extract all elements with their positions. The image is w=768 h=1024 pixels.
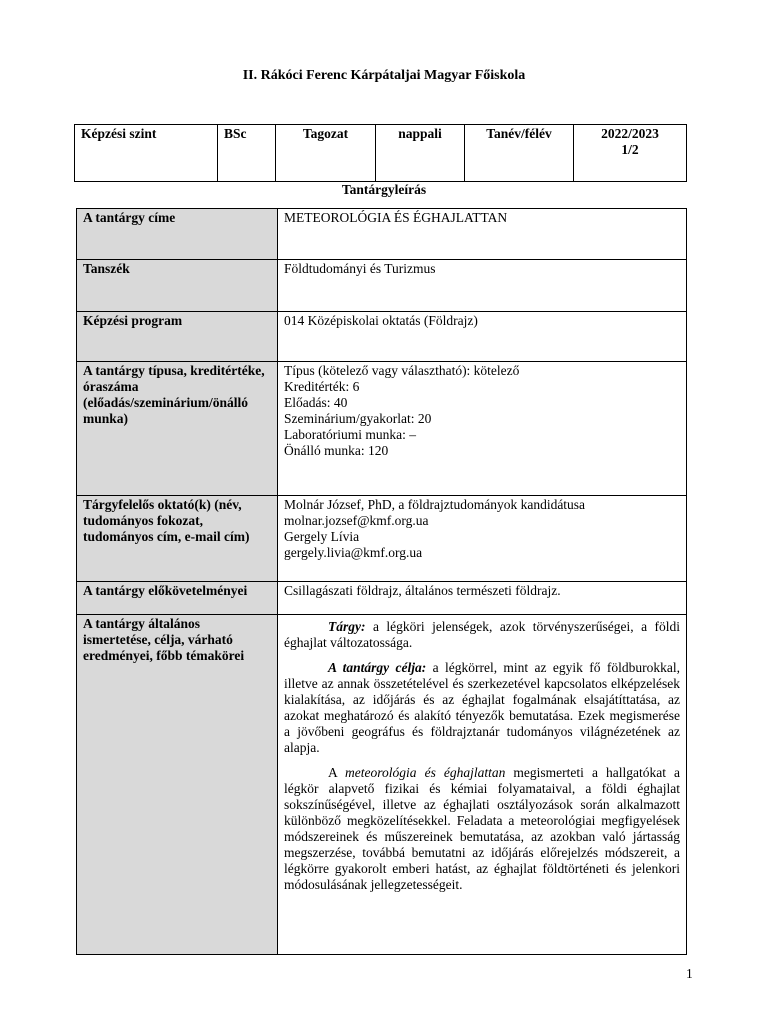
row-oktato	[77, 496, 687, 582]
page-number: 1	[686, 966, 693, 981]
tanev-value-year: 2022/2023	[601, 126, 659, 141]
szeminarium-line: Szeminárium/gyakorlat: 20	[284, 411, 432, 426]
elokov-label: A tantárgy előkövetelményei	[77, 582, 278, 615]
tanev-label: Tanév/félév	[465, 125, 574, 182]
onallo-line: Önálló munka: 120	[284, 443, 389, 458]
header-table	[74, 124, 687, 182]
cel-paragraph	[284, 660, 680, 756]
cel-term: A tantárgy célja:	[328, 660, 427, 675]
oktato-name-1: Molnár József, PhD, a földrajztudományok kandidátusa	[284, 497, 586, 512]
targy-paragraph	[284, 619, 680, 651]
meteo-text: megismerteti a hallgatókat a légkör alapvető fizikai és kémiai folyamataival, a földi éghajlat sokszínűségével, illetve az éghajlati osztályozások során alkalmazott különböző megközelítésekkel. Feladata a meteorológiai megfigyelések módszereinek és műszereinek bemutatása, az azokban való jártasság megszerzése, továbbá bemutatni az időjárás előrejelzés módszereit, a légkörre gyakorolt emberi hatást, az éghajlat földtörténeti és jelenkori módosulásának jellegzetességeit.	[284, 765, 680, 892]
tagozat-value: nappali	[376, 125, 465, 182]
kredit-line: Kreditérték: 6	[284, 379, 360, 394]
eloadas-line: Előadás: 40	[284, 395, 348, 410]
program-value: 014 Középiskolai oktatás (Földrajz)	[278, 312, 687, 362]
tanszek-label: Tanszék	[77, 260, 278, 312]
tipus-line: Típus (kötelező vagy választható): kötelező	[284, 363, 520, 378]
altalanos-value	[278, 615, 687, 955]
targy-term: Tárgy:	[328, 619, 366, 634]
cel-text: a légkörrel, mint az egyik fő földburokkal, illetve az annak összetételével és szerkezetével kapcsolatos elképzelések kialakítása, az időjárás és az éghajlat fogalmának elsajátíttatása, az azokat meghatározó és alakító tényezők bemutatása. Ezek megismerése a jövőbeni geográfus és földrajztanár tudományos világnézetének az alapja.	[284, 660, 680, 755]
kepzesi-szint-label: Képzési szint	[75, 125, 218, 182]
cim-value: METEOROLÓGIA ÉS ÉGHAJLATTAN	[278, 209, 687, 260]
targy-text: a légköri jelenségek, azok törvényszerűségei, a földi éghajlat változatossága.	[284, 619, 680, 650]
oktato-name-2: Gergely Lívia	[284, 529, 360, 544]
document-subtitle: Tantárgyleírás	[341, 182, 427, 197]
meteo-prefix: A	[328, 765, 346, 780]
oktato-label: Tárgyfelelős oktató(k) (név, tudományos fokozat, tudományos cím, e-mail cím)	[77, 496, 278, 582]
course-table	[76, 208, 687, 955]
institution-title: II. Rákóci Ferenc Kárpátaljai Magyar Főiskola	[242, 68, 526, 83]
meteo-paragraph	[284, 765, 680, 893]
program-label: Képzési program	[77, 312, 278, 362]
tipus-value	[278, 362, 687, 496]
elokov-value: Csillagászati földrajz, általános természeti földrajz.	[278, 582, 687, 615]
oktato-value	[278, 496, 687, 582]
tipus-label: A tantárgy típusa, kreditértéke, óraszáma (előadás/szeminárium/önálló munka)	[77, 362, 278, 496]
row-tipus	[77, 362, 687, 496]
row-tanszek	[77, 260, 687, 312]
labor-line: Laboratóriumi munka: –	[284, 427, 416, 442]
kepzesi-szint-value: BSc	[218, 125, 276, 182]
tagozat-label: Tagozat	[276, 125, 376, 182]
oktato-email-2: gergely.livia@kmf.org.ua	[284, 545, 423, 560]
row-cim	[77, 209, 687, 260]
oktato-email-1: molnar.jozsef@kmf.org.ua	[284, 513, 429, 528]
row-elokov	[77, 582, 687, 615]
tanszek-value: Földtudományi és Turizmus	[278, 260, 687, 312]
cim-label: A tantárgy címe	[77, 209, 278, 260]
header-row	[75, 125, 687, 182]
row-altalanos	[77, 615, 687, 955]
tanev-value-semester: 1/2	[621, 142, 639, 157]
tanev-value	[574, 125, 687, 182]
meteo-term: meteorológia és éghajlattan	[345, 765, 506, 780]
altalanos-label: A tantárgy általános ismertetése, célja, várható eredményei, főbb témakörei	[77, 615, 278, 955]
row-program	[77, 312, 687, 362]
